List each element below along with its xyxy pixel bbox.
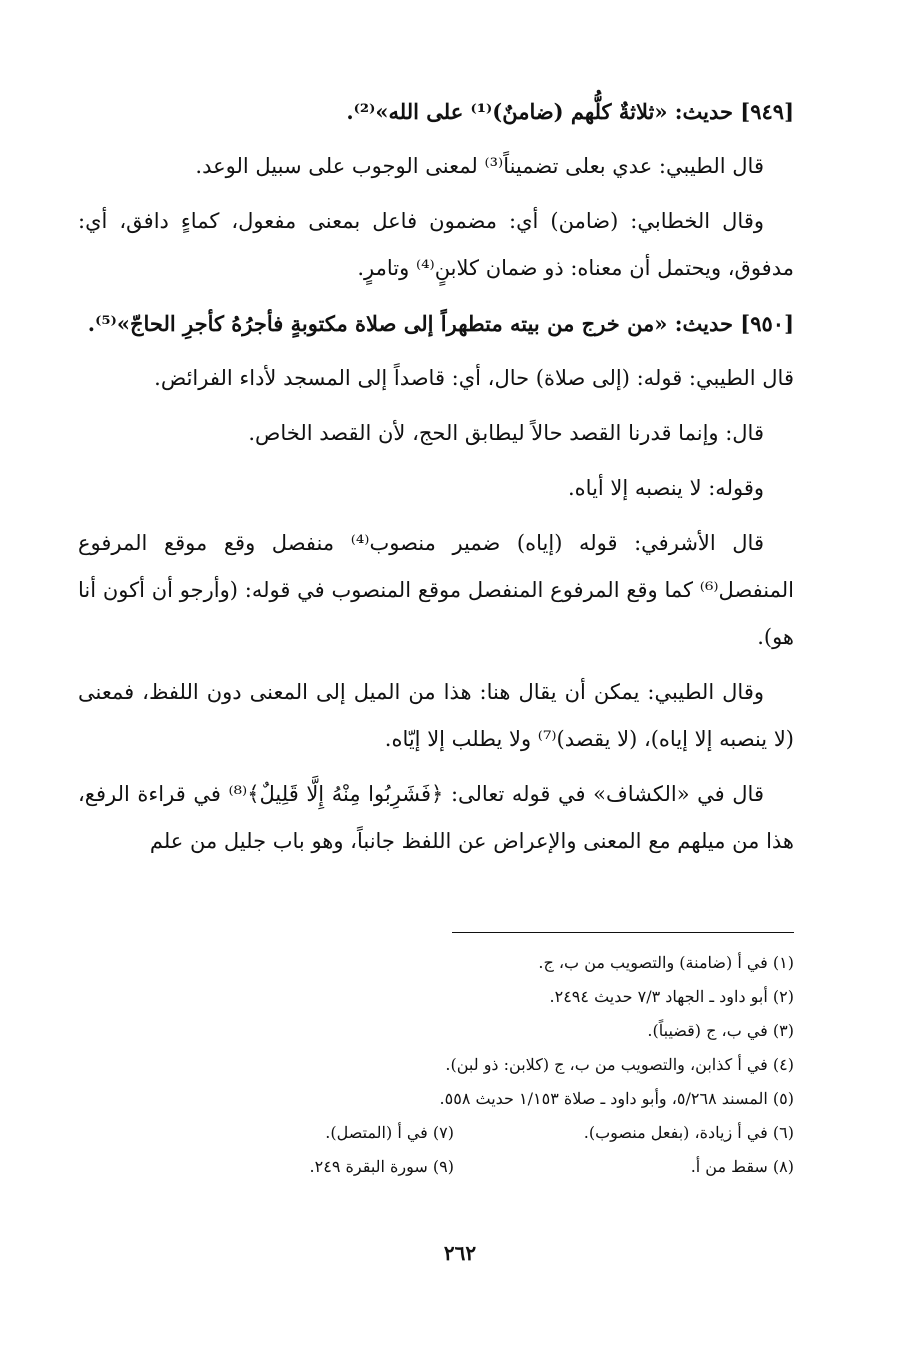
footnote-4: (٤) في أ كذابن، والتصويب من ب، ج (كلابن: ذو لبن). — [445, 1055, 794, 1074]
paragraph-tibi-3: وقال الطيبي: يمكن أن يقال هنا: هذا من الميل إلى المعنى دون اللفظ، فمعنى (لا ينصبه إلا إياه)، (لا يقصد)⁽⁷⁾ ولا يطلب إلا إيّاه. — [78, 680, 794, 751]
paragraph-tibi-2: قال الطيبي: قوله: (إلى صلاة) حال، أي: قاصداً إلى المسجد لأداء الفرائض. — [154, 366, 794, 390]
footnote-row-6-7 — [78, 1116, 794, 1150]
paragraph-ashrafi: قال الأشرفي: قوله (إياه) ضمير منصوب⁽⁴⁾ منفصل وقع موقع المرفوع المنفصل⁽⁶⁾ كما وقع المرفوع المنفصل موقع المنصوب في قوله: (وأرجو أن أكون أنا هو). — [78, 531, 794, 649]
footnote-9: (٩) سورة البقرة ٢٤٩. — [309, 1157, 454, 1176]
footnote-8: (٨) سقط من أ. — [690, 1157, 794, 1176]
footnote-row-8-9 — [78, 1150, 794, 1184]
paragraph-tibi-1: قال الطيبي: عدي بعلى تضميناً⁽³⁾ لمعنى الوجوب على سبيل الوعد. — [195, 154, 764, 178]
paragraph-qawluhu: وقوله: لا ينصبه إلا أياه. — [568, 476, 764, 500]
paragraph-kashshaf: قال في «الكشاف» في قوله تعالى: ﴿فَشَرِبُوا مِنْهُ إِلَّا قَلِيلٌ﴾⁽⁸⁾ في قراءة الرفع، هذا من ميلهم مع المعنى والإعراض عن اللفظ جانباً، وهو باب جليل من علم — [78, 782, 794, 853]
main-text — [78, 88, 794, 873]
footnote-separator — [452, 932, 794, 933]
footnote-7: (٧) في أ (المتصل). — [325, 1123, 454, 1142]
paragraph-hadith-949: [٩٤٩] حديث: «ثلاثةٌ كلُّهم (ضامنٌ)⁽¹⁾ على الله»⁽²⁾. — [346, 99, 794, 124]
footnote-5: (٥) المسند ٥/٢٦٨، وأبو داود ـ صلاة ١/١٥٣ حديث ٥٥٨. — [439, 1089, 794, 1108]
paragraph-qasd: قال: وإنما قدرنا القصد حالاً ليطابق الحج، لأن القصد الخاص. — [248, 421, 764, 445]
paragraph-hadith-950: [٩٥٠] حديث: «من خرج من بيته متطهراً إلى صلاة مكتوبةٍ فأجرُهُ كأجرِ الحاجّ»⁽⁵⁾. — [87, 311, 794, 336]
footnotes — [78, 946, 794, 1184]
footnote-3: (٣) في ب، ج (قضيباً). — [647, 1021, 794, 1040]
footnote-1: (١) في أ (ضامنة) والتصويب من ب، ج. — [538, 953, 794, 972]
footnote-6: (٦) في أ زيادة، (بفعل منصوب). — [583, 1123, 794, 1142]
paragraph-khattabi: وقال الخطابي: (ضامن) أي: مضمون فاعل بمعنى مفعول، كماءٍ دافق، أي: مدفوق، ويحتمل أن معناه: ذو ضمان كلابنٍ⁽⁴⁾ وتامرٍ. — [78, 209, 794, 280]
page-number: ٢٦٢ — [443, 1241, 477, 1265]
footnote-2: (٢) أبو داود ـ الجهاد ٧/٣ حديث ٢٤٩٤. — [549, 987, 794, 1006]
